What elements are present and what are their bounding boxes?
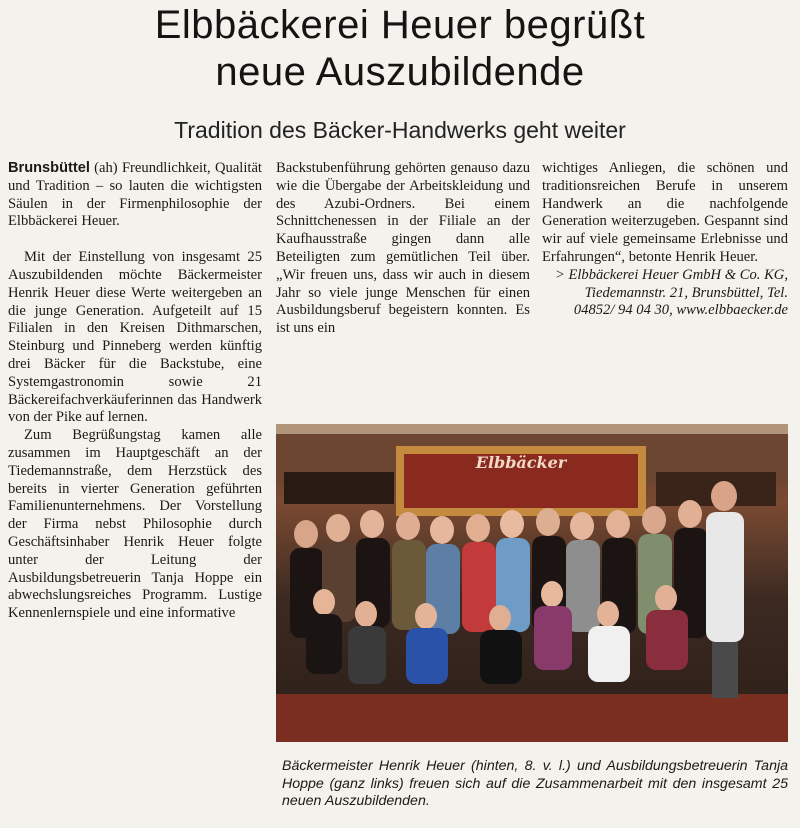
headline-line-2: neue Auszubildende xyxy=(215,50,585,94)
shop-sign-text: Elbbäcker xyxy=(475,453,567,472)
headline-line-1: Elbbäckerei Heuer begrüßt xyxy=(154,3,646,47)
article-column-1 xyxy=(8,160,262,623)
photo-caption: Bäckermeister Henrik Heuer (hinten, 8. v. l.) und Ausbildungsbetreuerin Tanja Hoppe (ganz links) freuen sich auf die Zusammenarbeit mit den insgesamt 25 neuen Auszubildenden. xyxy=(282,758,788,809)
article-column-3 xyxy=(542,160,788,320)
contact-info: > Elbbäckerei Heuer GmbH & Co. KG, Tiedemannstr. 21, Brunsbüttel, Tel. 04852/ 94 04 30, www.elbbaecker.de xyxy=(554,266,788,319)
lead-paragraph xyxy=(8,160,262,231)
headline xyxy=(0,2,800,96)
lead-text: (ah) Freundlichkeit, Qualität und Tradition – so lauten die wichtigsten Säulen in der Firmenphilosophie der Elbbäckerei Heuer. xyxy=(8,160,262,230)
article-column-2 xyxy=(276,160,530,338)
dateline: Brunsbüttel xyxy=(8,160,90,176)
body-paragraph-4: Backstubenführung gehörten genauso dazu wie die Übergabe der Arbeitskleidung und des Azubi-Ordners. Bei einem Schnittchenessen in der Filiale an der Kaufhausstraße gingen dann alle Beteiligten zum gemütlichen Teil über. „Wir freuen uns, dass wir auch in diesem Jahr so viele junge Menschen für einen Ausbildungsberuf begeistern konnten. Es ist uns ein xyxy=(276,160,530,337)
subheadline: Tradition des Bäcker-Handwerks geht weiter xyxy=(174,117,626,143)
body-paragraph-3: Zum Begrüßungstag kamen alle zusammen im Hauptgeschäft an der Tiedemannstraße, dem Herzstück des bereits in vierter Generation geführten Familienunternehmens. Der Vorstellung der Firma nebst Philosophie durch Geschäftsinhaber Henrik Heuer folgte unter der Leitung der Ausbildungsbetreuerin Tanja Hoppe ein abwechslungsreiches Programm. Lustige Kennenlernspiele und eine informative xyxy=(8,427,262,622)
body-paragraph-5: wichtiges Anliegen, die schönen und traditionsreichen Berufe in unserem Handwerk an die nachfolgende Generation weiterzugeben. Gespannt sind wir auf viele gemeinsame Erlebnisse und Erfahrungen“, betonte Henrik Heuer. xyxy=(542,160,788,265)
group-photo-illustration xyxy=(276,424,788,742)
group-photo xyxy=(276,424,788,742)
body-paragraph-2: Mit der Einstellung von insgesamt 25 Auszubildenden möchte Bäckermeister Henrik Heuer diese Werte weitergeben an die junge Generation. Aufgeteilt auf 15 Filialen in den Kreisen Dithmarschen, Steinburg und Pinneberg werden künftig drei Bäcker für die Backstube, eine Systemgastronomin sowie 21 Bäckereifachverkäuferinnen das Handwerk von der Pike auf lernen. xyxy=(8,249,262,426)
